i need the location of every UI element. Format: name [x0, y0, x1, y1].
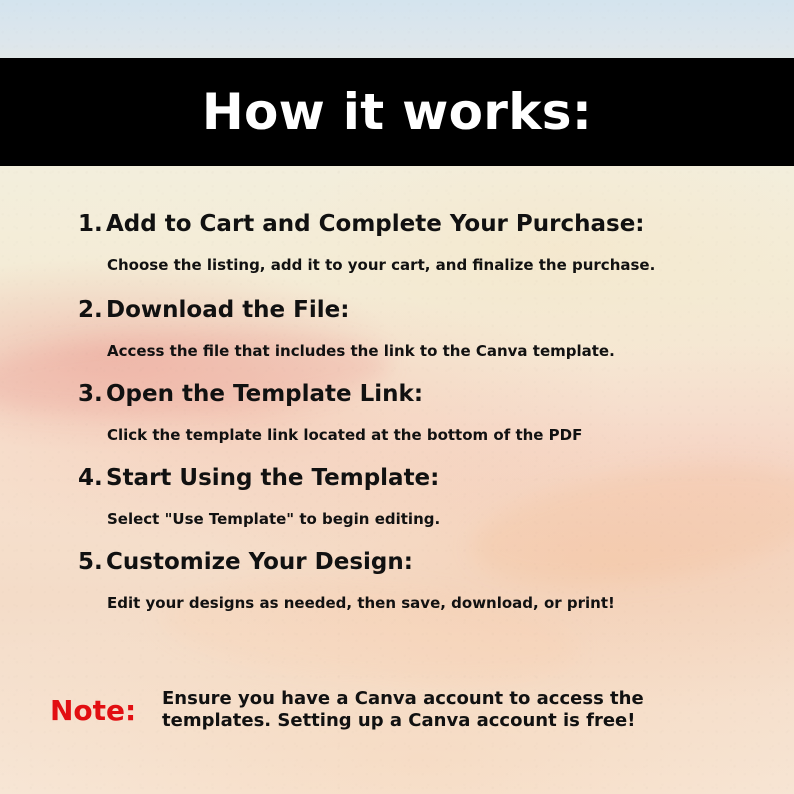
step-title: Customize Your Design:: [106, 549, 413, 575]
step-description: Access the file that includes the link to the Canva template.: [107, 342, 615, 360]
note-label: Note:: [50, 694, 137, 727]
step-2: [78, 294, 768, 362]
step-1: [78, 208, 768, 276]
step-title: Add to Cart and Complete Your Purchase:: [106, 211, 645, 237]
step-4: [78, 462, 768, 530]
step-title: Start Using the Template:: [106, 465, 440, 491]
step-number: 1.: [78, 211, 103, 237]
step-heading: [78, 546, 768, 578]
step-heading: [78, 208, 768, 240]
note-section: [50, 688, 750, 748]
step-heading: [78, 462, 768, 494]
step-title: Download the File:: [106, 297, 350, 323]
step-description: Edit your designs as needed, then save, download, or print!: [107, 594, 615, 612]
step-number: 4.: [78, 465, 103, 491]
step-description: Choose the listing, add it to your cart, and finalize the purchase.: [107, 256, 656, 274]
step-title: Open the Template Link:: [106, 381, 424, 407]
step-heading: [78, 378, 768, 410]
step-description: Click the template link located at the bottom of the PDF: [107, 426, 583, 444]
step-number: 3.: [78, 381, 103, 407]
page-title: How it works:: [201, 83, 593, 141]
step-heading: [78, 294, 768, 326]
step-3: [78, 378, 768, 446]
note-text: Ensure you have a Canva account to access the templates. Setting up a Canva account is free!: [162, 688, 644, 731]
step-description: Select "Use Template" to begin editing.: [107, 510, 441, 528]
step-5: [78, 546, 768, 614]
step-number: 5.: [78, 549, 103, 575]
step-number: 2.: [78, 297, 103, 323]
